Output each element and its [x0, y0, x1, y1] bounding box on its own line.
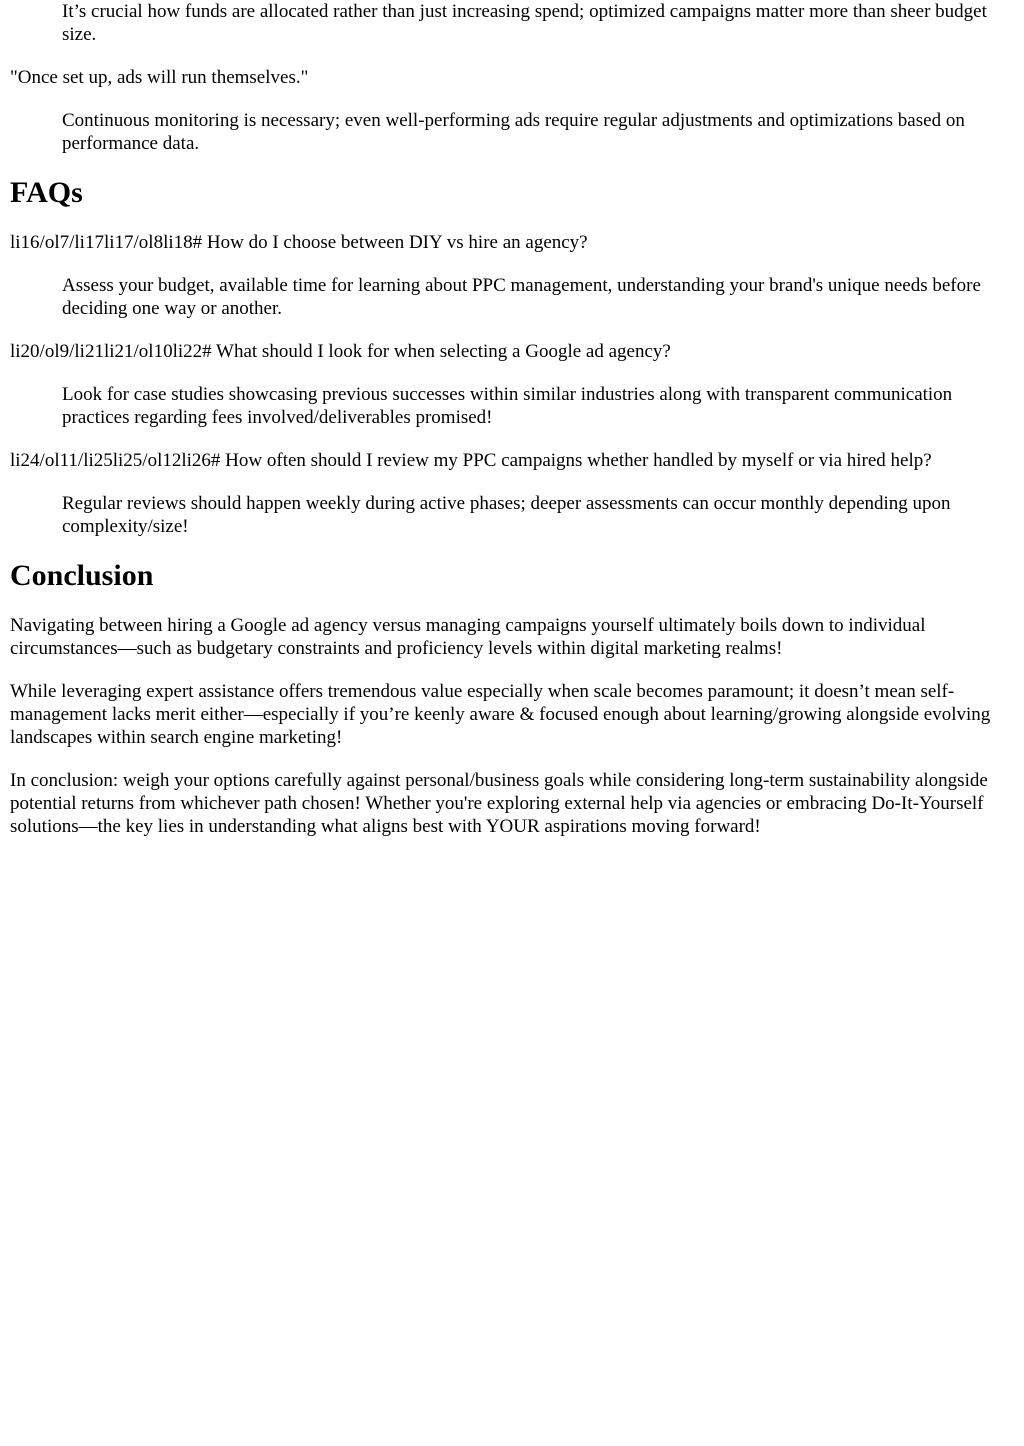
conclusion-heading: Conclusion [10, 559, 154, 592]
faq-answer-quote [10, 383, 1014, 429]
faq-question: li16/ol7/li17li17/ol8li18# How do I choose between DIY vs hire an agency? [10, 232, 588, 253]
faq-answer-text: Look for case studies showcasing previous successes within similar industries along with transparent communication practices regarding fees involved/deliverables promised! [62, 384, 953, 428]
faqs-heading: FAQs [10, 176, 83, 209]
faq-answer-quote [10, 492, 1014, 538]
conclusion-paragraph: In conclusion: weigh your options carefully against personal/business goals while considering long-term sustainability alongside potential returns from whichever path chosen! Whether you're exploring external help via agencies or embracing Do-It-Yourself solutions—the key lies in understanding what aligns best with YOUR aspirations moving forward! [10, 770, 988, 837]
myth-answer-text: Continuous monitoring is necessary; even well-performing ads require regular adjustments and optimizations based on performance data. [62, 110, 965, 154]
myth-statement: "Once set up, ads will run themselves." [10, 67, 309, 88]
faq-answer-text: Regular reviews should happen weekly during active phases; deeper assessments can occur monthly depending upon complexity/size! [62, 493, 951, 537]
faq-answer-quote [10, 274, 1014, 320]
faq-question: li24/ol11/li25li25/ol12li26# How often should I review my PPC campaigns whether handled by myself or via hired help? [10, 450, 932, 471]
conclusion-paragraph: Navigating between hiring a Google ad agency versus managing campaigns yourself ultimately boils down to individual circumstances—such as budgetary constraints and proficiency levels within digital marketing realms! [10, 615, 926, 659]
faq-question: li20/ol9/li21li21/ol10li22# What should I look for when selecting a Google ad agency? [10, 341, 671, 362]
myth-answer-quote [10, 109, 1014, 155]
myth-answer-quote [10, 0, 1014, 46]
myth-answer-text: It’s crucial how funds are allocated rather than just increasing spend; optimized campaigns matter more than sheer budget size. [62, 1, 987, 45]
conclusion-paragraph: While leveraging expert assistance offers tremendous value especially when scale becomes paramount; it doesn’t mean self-management lacks merit either—especially if you’re keenly aware & focused enough about learning/growing alongside evolving landscapes within search engine marketing! [10, 681, 991, 748]
faq-answer-text: Assess your budget, available time for learning about PPC management, understanding your brand's unique needs before deciding one way or another. [62, 275, 981, 319]
